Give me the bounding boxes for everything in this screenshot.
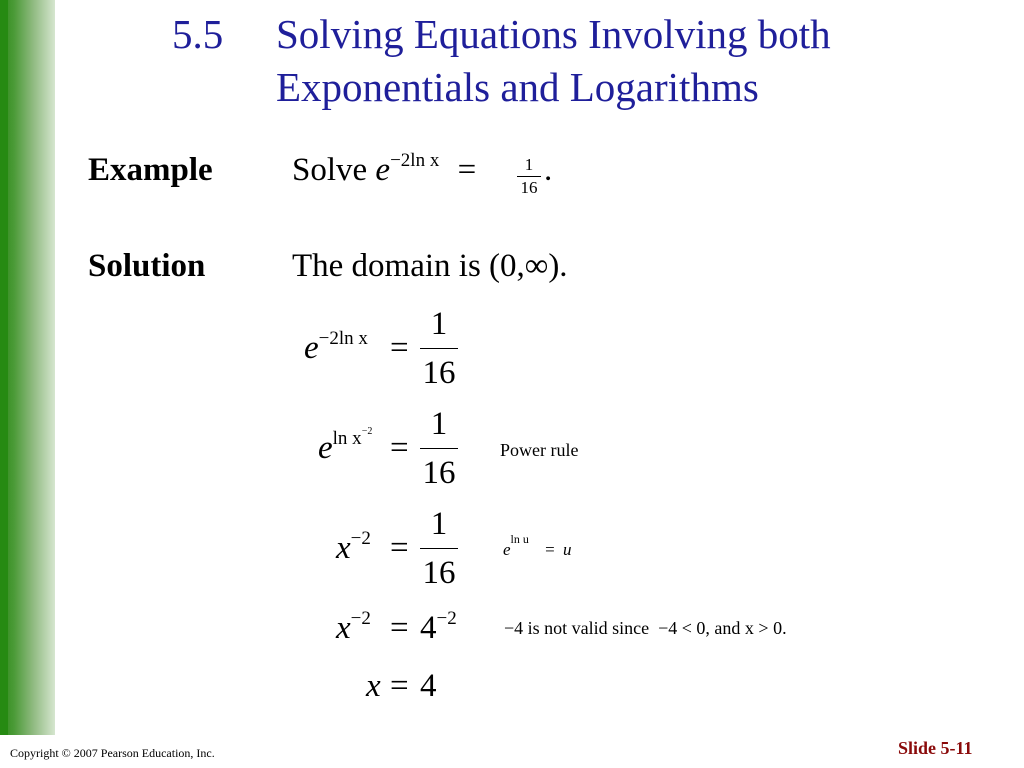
title-line-2: Exponentials and Logarithms bbox=[276, 64, 759, 110]
step5-base: x bbox=[366, 668, 381, 704]
step3-equals: = bbox=[390, 530, 409, 566]
validity-note: −4 is not valid since −4 < 0, and x > 0. bbox=[504, 618, 787, 638]
step1-equals: = bbox=[390, 330, 409, 366]
note-exponent: ln u bbox=[510, 532, 529, 546]
step3-exponent: −2 bbox=[350, 528, 371, 549]
example-exponent: −2ln x bbox=[390, 150, 440, 171]
step5-rhs: 4 bbox=[420, 668, 437, 704]
domain-statement: The domain is (0,∞). bbox=[292, 248, 568, 284]
step2-fraction-num: 1 bbox=[430, 406, 448, 442]
copyright-text: Copyright © 2007 Pearson Education, Inc. bbox=[10, 746, 215, 760]
example-base: e bbox=[375, 152, 391, 188]
step4-rhs-exponent: −2 bbox=[436, 608, 457, 629]
step3-fraction-bar bbox=[420, 548, 458, 549]
step2-exponent: ln x bbox=[332, 428, 362, 449]
solve-word: Solve bbox=[292, 152, 368, 188]
title-line-1: Solving Equations Involving both bbox=[276, 11, 831, 57]
power-rule-note: Power rule bbox=[500, 440, 579, 460]
note-equals: = bbox=[545, 540, 555, 559]
step4-exponent: −2 bbox=[350, 608, 371, 629]
step1-fraction-bar bbox=[420, 348, 458, 349]
step1-base: e bbox=[304, 330, 319, 366]
step3-fraction bbox=[420, 506, 458, 591]
step2-equals: = bbox=[390, 430, 409, 466]
slide-number: Slide 5-11 bbox=[898, 738, 973, 758]
step4-rhs-base: 4 bbox=[420, 610, 437, 646]
note-base: e bbox=[503, 540, 511, 559]
note-rhs: u bbox=[562, 540, 572, 559]
inverse-property-note bbox=[503, 532, 572, 560]
example-fraction bbox=[517, 156, 541, 197]
step2-fraction bbox=[420, 406, 458, 491]
step5-lhs bbox=[366, 668, 381, 705]
step5-equals: = bbox=[390, 668, 409, 704]
step1-fraction bbox=[420, 306, 458, 391]
step1-lhs bbox=[304, 330, 368, 367]
example-period: . bbox=[544, 152, 553, 188]
step2-base: e bbox=[318, 430, 333, 466]
step2-exponent-sup: −2 bbox=[361, 426, 373, 437]
example-fraction-num: 1 bbox=[524, 155, 534, 174]
example-label: Example bbox=[88, 152, 213, 188]
step3-fraction-den: 16 bbox=[422, 555, 456, 591]
step4-rhs bbox=[420, 610, 457, 647]
step1-fraction-num: 1 bbox=[430, 306, 448, 342]
step2-fraction-den: 16 bbox=[422, 455, 456, 491]
step1-fraction-den: 16 bbox=[422, 355, 456, 391]
step3-fraction-num: 1 bbox=[430, 506, 448, 542]
example-equals: = bbox=[457, 152, 477, 188]
example-fraction-den: 16 bbox=[520, 178, 538, 197]
step4-lhs bbox=[336, 610, 371, 647]
side-bar-edge bbox=[0, 0, 8, 735]
step4-base: x bbox=[336, 610, 351, 646]
step3-lhs bbox=[336, 530, 371, 567]
step2-fraction-bar bbox=[420, 448, 458, 449]
solution-label: Solution bbox=[88, 248, 206, 284]
step2-lhs bbox=[318, 426, 373, 467]
step3-base: x bbox=[336, 530, 351, 566]
section-number: 5.5 bbox=[172, 11, 224, 57]
step1-exponent: −2ln x bbox=[318, 328, 368, 349]
decorative-side-bar bbox=[0, 0, 55, 735]
step4-equals: = bbox=[390, 610, 409, 646]
example-statement bbox=[292, 152, 476, 189]
example-fraction-bar bbox=[517, 176, 541, 177]
